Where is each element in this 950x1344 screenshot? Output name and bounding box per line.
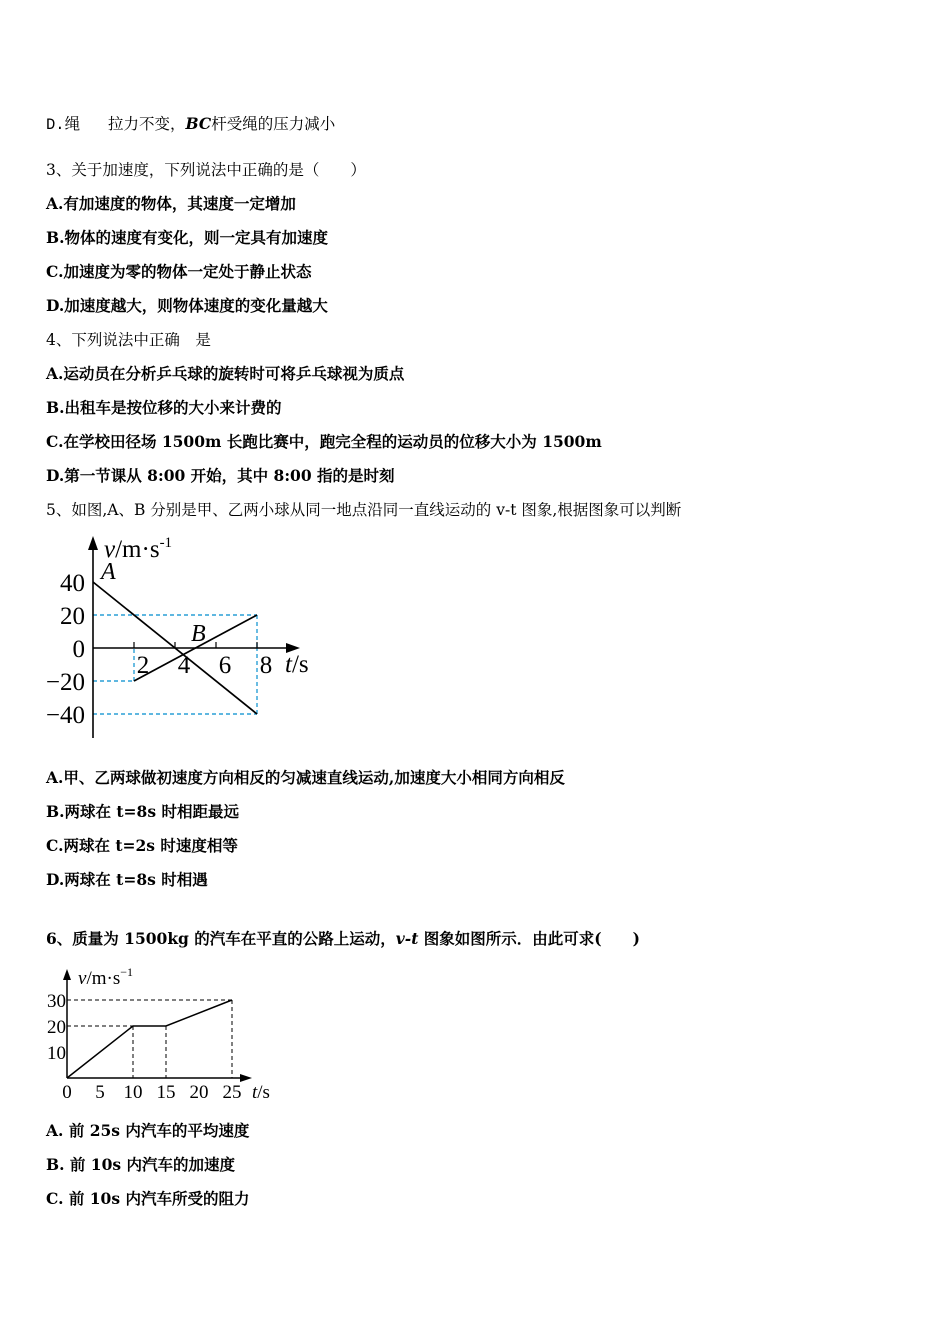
x-tick-label: 10 (123, 1082, 143, 1103)
q6-vt-chart (40, 960, 290, 1105)
q5-option-b: B.两球在 t=8s 时相距最远 (46, 802, 239, 821)
q3-option-c: C.加速度为零的物体一定处于静止状态 (46, 262, 312, 281)
q6-stem-vt: v-t (395, 929, 419, 948)
x-axis-arrow (240, 1074, 252, 1082)
q2-option-d-tail: 杆受绳的压力减小 (211, 115, 336, 133)
q5-vt-chart (40, 530, 330, 745)
q3-option-a: A.有加速度的物体，其速度一定增加 (46, 194, 296, 213)
y-axis-label: $v/m\cdot s^{-1}$ (104, 535, 173, 563)
y-tick-label: 40 (60, 570, 85, 597)
q5-option-a: A.甲、乙两球做初速度方向相反的匀减速直线运动,加速度大小相同方向相反 (46, 768, 565, 787)
q3-option-b: B.物体的速度有变化，则一定具有加速度 (46, 228, 328, 247)
series-label-B: B (191, 621, 206, 647)
series-label-A: A (101, 559, 116, 585)
q6-stem (46, 929, 640, 949)
y-axis-arrow (88, 536, 98, 550)
q2-option-d-rest: 拉力不变， (107, 115, 186, 133)
q5-stem: 5、如图,A、B 分别是甲、乙两小球从同一地点沿同一直线运动的 v-t 图象,根据图象可以判断 (46, 501, 682, 519)
y-tick-label: 10 (47, 1043, 66, 1064)
y-tick-label: 0 (72, 636, 85, 663)
x-tick-label: 4 (177, 652, 191, 679)
x-tick-label: 20 (189, 1082, 209, 1103)
x-axis-label: t/s (285, 651, 309, 678)
q6-stem-post: 图象如图所示．由此可求( ) (418, 929, 640, 948)
q6-option-a: A. 前 25s 内汽车的平均速度 (46, 1121, 250, 1140)
y-axis-label: $v/m\cdot s^{-1}$ (78, 965, 133, 989)
y-axis-arrow (63, 969, 71, 980)
q2-option-d-bc: BC (185, 114, 212, 133)
x-axis-label: t/s (252, 1082, 270, 1103)
x-tick-label: 6 (218, 652, 232, 679)
q4-option-a: A.运动员在分析乒乓球的旋转时可将乒乓球视为质点 (46, 364, 405, 383)
y-tick-label: 20 (60, 603, 85, 630)
x-tick-label: 15 (156, 1082, 176, 1103)
q4-option-d: D.第一节课从 8:00 开始，其中 8:00 指的是时刻 (46, 466, 395, 485)
x-tick-label: 8 (259, 652, 273, 679)
y-tick-label: −40 (45, 702, 85, 729)
q3-stem: 3、关于加速度，下列说法中正确的是（ ） (46, 161, 366, 179)
x-tick-label: 2 (136, 652, 150, 679)
y-tick-label: 20 (47, 1017, 66, 1038)
q4-stem: 4、下列说法中正确 是 (46, 331, 211, 349)
q4-option-c: C.在学校田径场 1500m 长跑比赛中，跑完全程的运动员的位移大小为 1500m (46, 432, 602, 451)
q4-option-b: B.出租车是按位移的大小来计费的 (46, 398, 282, 417)
y-tick-label: −20 (45, 669, 85, 696)
x-tick-label: 5 (95, 1082, 105, 1103)
q6-option-c: C. 前 10s 内汽车所受的阻力 (46, 1189, 250, 1208)
q5-option-d: D.两球在 t=8s 时相遇 (46, 870, 208, 889)
q3-option-d: D.加速度越大，则物体速度的变化量越大 (46, 296, 328, 315)
q2-option-d (46, 114, 335, 135)
x-tick-label: 25 (222, 1082, 242, 1103)
q5-option-c: C.两球在 t=2s 时速度相等 (46, 836, 238, 855)
x-tick-label: 0 (62, 1082, 72, 1103)
q6-option-b: B. 前 10s 内汽车的加速度 (46, 1155, 235, 1174)
y-tick-label: 30 (47, 991, 66, 1012)
q6-stem-pre: 6、质量为 1500kg 的汽车在平直的公路上运动， (46, 929, 396, 948)
series-line-0 (67, 1000, 232, 1078)
q2-option-d-prefix: D.绳 (46, 116, 81, 134)
